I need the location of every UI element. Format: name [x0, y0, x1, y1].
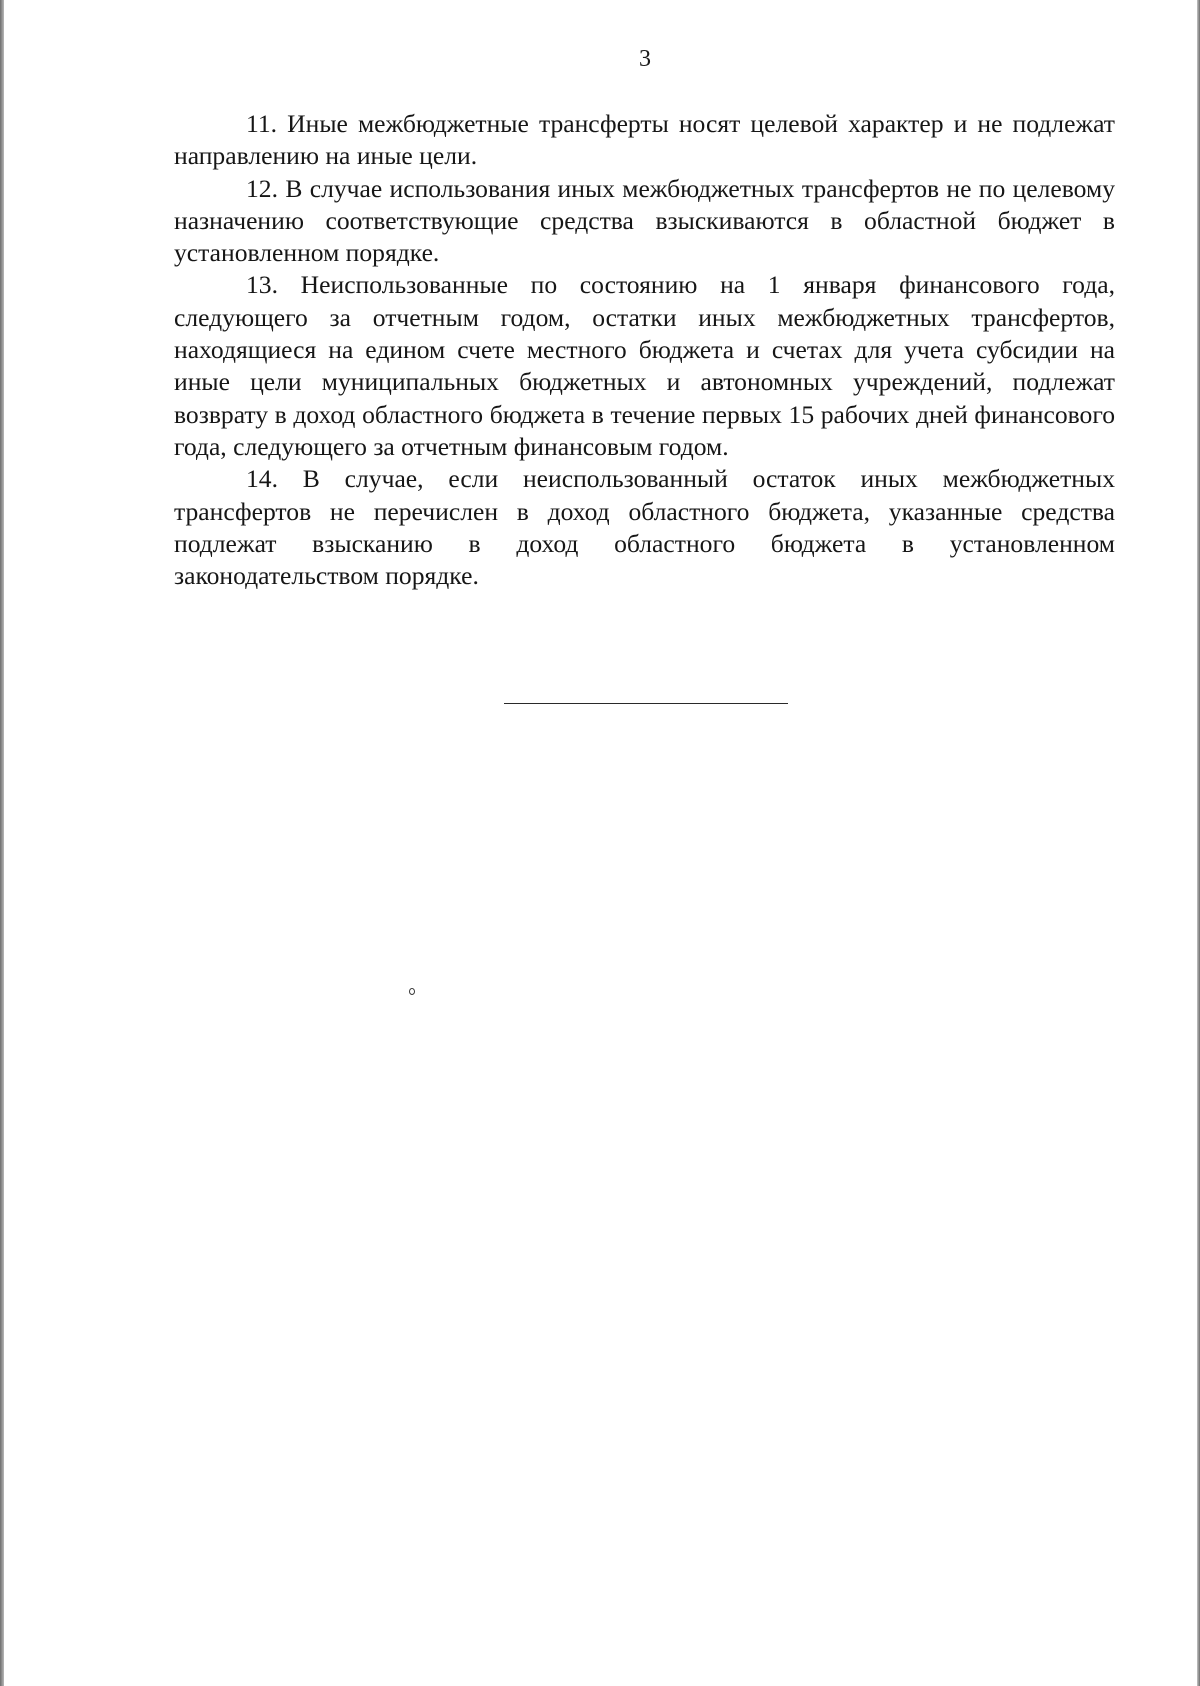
document-body	[174, 108, 1115, 592]
paragraph-12: 12. В случае использования иных межбюджетных трансфертов не по целевому назначению соответствующие средства взыскиваются в областной бюджет в установленном порядке.	[174, 173, 1115, 268]
scan-speck	[409, 988, 415, 995]
page-number: 3	[639, 46, 651, 72]
paragraph-11: 11. Иные межбюджетные трансферты носят целевой характер и не подлежат направлению на иные цели.	[174, 109, 1115, 171]
closing-divider-line	[504, 703, 788, 704]
paragraph-13: 13. Неиспользованные по состоянию на 1 января финансового года, следующего за отчетным годом, остатки иных межбюджетных трансфертов, находящиеся на едином счете местного бюджета и счетах для учета субсидии на иные цели муниципальных бюджетных и автономных учреждений, подлежат возврату в доход областного бюджета в течение первых 15 рабочих дней финансового года, следующего за отчетным финансовым годом.	[174, 270, 1115, 461]
paragraph-14: 14. В случае, если неиспользованный остаток иных межбюджетных трансфертов не перечислен в доход областного бюджета, указанные средства подлежат взысканию в доход областного бюджета в установленном законодательством порядке.	[174, 464, 1115, 591]
scan-border-left	[0, 0, 4, 1686]
